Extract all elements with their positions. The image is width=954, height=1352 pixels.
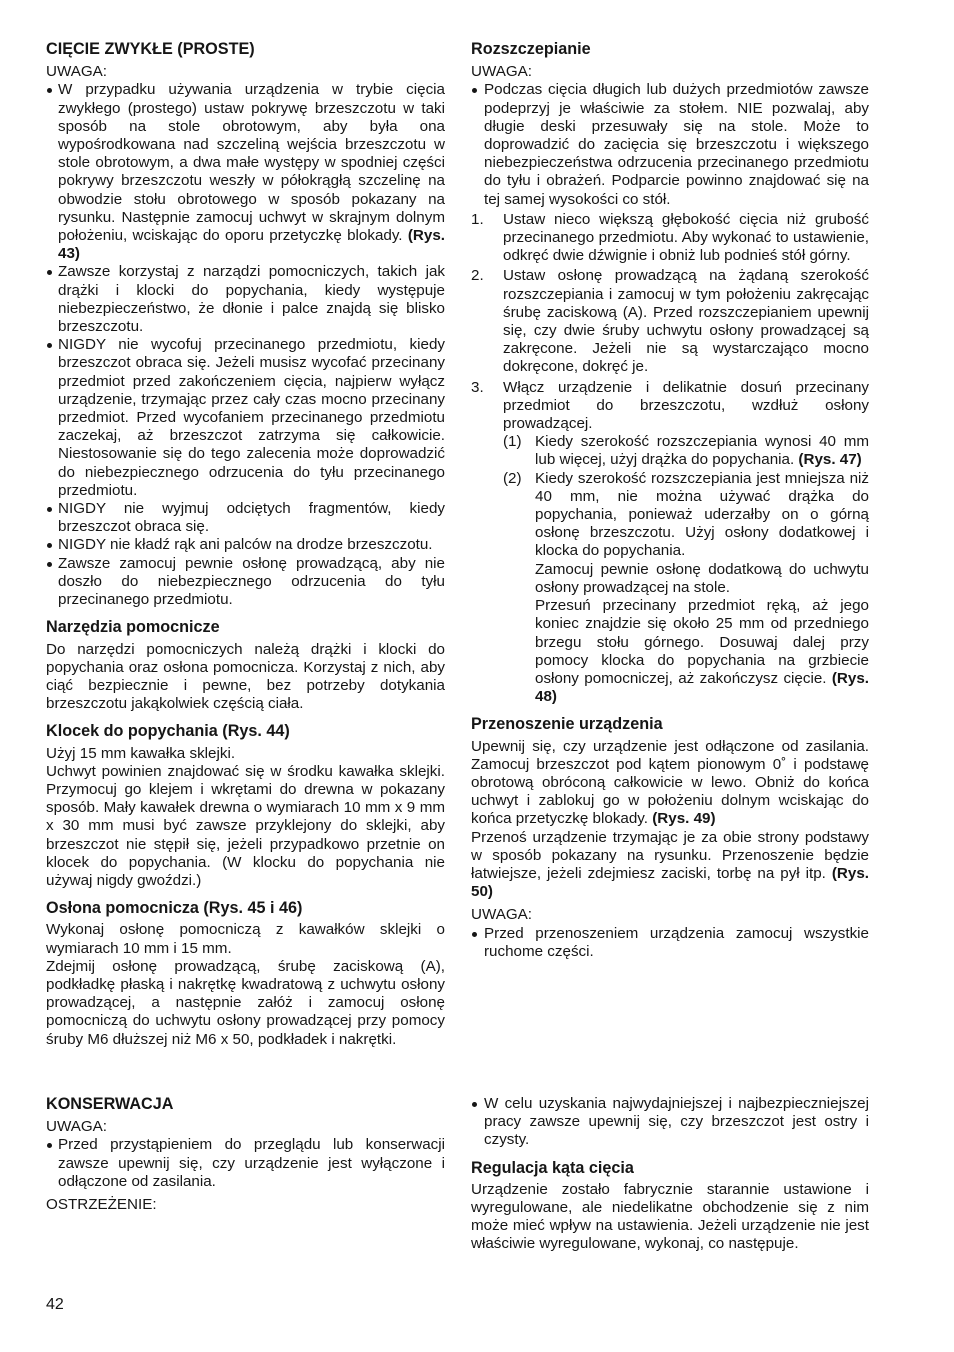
note-text: NIGDY nie kładź rąk ani palców na drodze brzeszczotu. bbox=[58, 536, 433, 554]
section-title-ripping: Rozszczepianie bbox=[471, 40, 591, 58]
bullet-icon bbox=[47, 507, 52, 512]
section-title-auxiliary-tools: Narzędzia pomocnicze bbox=[46, 618, 220, 637]
section-title-cut-angle: Regulacja kąta cięcia bbox=[471, 1158, 634, 1177]
step-number: 1. bbox=[471, 210, 484, 228]
step-text: Włącz urządzenie i delikatnie dosuń przecinany przedmiot do brzeszczotu, wzdłuż osłony prowadzącej. bbox=[503, 378, 869, 433]
bullet-icon bbox=[472, 932, 477, 937]
paragraph-text: Upewnij się, czy urządzenie jest odłączone od zasilania. Zamocuj brzeszczot pod kątem pionowym 0˚ i podstawę obrotową obróconą całkowicie w lewo. Obniż do końca uchwyt i zablokuj go w położeniu dolnym wciskając do końca przetyczkę blokady. bbox=[471, 737, 869, 828]
substep-item bbox=[503, 470, 869, 707]
warning-item bbox=[471, 1095, 869, 1150]
note-text: W przypadku używania urządzenia w trybie cięcia zwykłego (prostego) ustaw pokrywę brzeszczotu w taki sposób na stole obrotowym, aby była ona wypośrodkowana nad szczeliną wejścia brzeszczotu w stole obrotowym, a dwa małe występy w spodniej części pokrywy brzeszczotu weszły w półokrągłą szczelinę na obwodzie stołu obrotowego w sposób pokazany na rysunku. Następnie zamocuj uchwyt w skrajnym dolnym położeniu, wciskając do oporu przetyczkę blokady. bbox=[58, 81, 445, 245]
paragraph bbox=[471, 738, 869, 829]
substep-number: (2) bbox=[503, 469, 522, 487]
note-item bbox=[46, 81, 445, 263]
paragraph: Urządzenie zostało fabrycznie starannie ustawione i wyregulowane, ale niedelikatne obchodzenie się z nim może mieć wpływ na ustawienia. Jeżeli urządzenie nie jest właściwie wyregulowane, wykonaj, co następuje. bbox=[471, 1180, 869, 1253]
note-label: UWAGA: bbox=[46, 1118, 108, 1136]
bullet-icon bbox=[47, 88, 52, 93]
right-column-bottom bbox=[471, 1095, 869, 1254]
step-number: 3. bbox=[471, 378, 484, 396]
bullet-icon bbox=[472, 1102, 477, 1107]
figure-reference: (Rys. 48) bbox=[535, 669, 869, 706]
note-text: NIGDY nie wycofuj przecinanego przedmiotu, kiedy brzeszczot obraca się. Jeżeli musisz wycofać przecinany przedmiot przed zakończeniem cięcia, najpierw wyłącz urządzenie, trzymając przez cały czas mocno przecinany przedmiot. Przed wycofaniem przecinanego przedmiotu zaczekaj, aż brzeszczot zatrzyma się całkowicie. Niestosowanie się do tego zalecenia może doprowadzić do niebezpiecznego odrzucenia do tyłu przecinanego przedmiotu. bbox=[58, 336, 445, 499]
note-label: UWAGA: bbox=[471, 906, 533, 924]
step-text: Ustaw nieco większą głębokość cięcia niż grubość przecinanego przedmiotu. Aby wykonać to ustawienie, odkręć dwie dźwignie i obniż lub podnieś stół górny. bbox=[503, 210, 869, 265]
page-number: 42 bbox=[46, 1296, 64, 1313]
section-title-auxiliary-fence: Osłona pomocnicza (Rys. 45 i 46) bbox=[46, 899, 303, 918]
section-title-straight-cutting: CIĘCIE ZWYKŁE (PROSTE) bbox=[46, 40, 255, 58]
figure-reference: (Rys. 47) bbox=[798, 451, 862, 469]
figure-reference: (Rys. 50) bbox=[471, 864, 869, 901]
bullet-icon bbox=[47, 270, 52, 275]
bullet-icon bbox=[47, 562, 52, 567]
section-title-push-block: Klocek do popychania (Rys. 44) bbox=[46, 722, 290, 741]
paragraph: Wykonaj osłonę pomocniczą z kawałków sklejki o wymiarach 10 mm i 15 mm. bbox=[46, 921, 445, 957]
paragraph: Zdejmij osłonę prowadzącą, śrubę zaciskową (A), podkładkę płaską i nakrętkę kwadratową z uchwytu osłony prowadzącej, a następnie załóż i zamocuj osłonę pomocniczą do uchwytu osłony prowadzącej przy pomocy śruby M6 dłuższej niż M6 x 50, podkładek i nakrętki. bbox=[46, 957, 445, 1048]
note-list bbox=[46, 1136, 445, 1191]
note-item bbox=[46, 1136, 445, 1191]
paragraph: Do narzędzi pomocniczych należą drążki i klocki do popychania oraz osłona pomocnicza. Korzystaj z nich, aby ciąć bezpiecznie i pewne, bez potrzeby dotykania brzeszczotu jakąkolwiek częścią ciała. bbox=[46, 640, 445, 713]
note-text: Przed przenoszeniem urządzenia zamocuj wszystkie ruchome części. bbox=[484, 924, 869, 960]
step-item bbox=[471, 211, 869, 266]
left-column-top bbox=[46, 40, 445, 1049]
bullet-icon bbox=[47, 543, 52, 548]
note-list bbox=[471, 81, 869, 208]
substep-text bbox=[535, 597, 869, 706]
warning-list bbox=[471, 1095, 869, 1150]
bullet-icon bbox=[47, 1143, 52, 1148]
note-item bbox=[46, 336, 445, 500]
step-number: 2. bbox=[471, 267, 484, 285]
note-label: UWAGA: bbox=[471, 63, 533, 81]
paragraph: Użyj 15 mm kawałka sklejki. bbox=[46, 744, 236, 762]
note-item bbox=[46, 555, 445, 610]
note-text: NIGDY nie wyjmuj odciętych fragmentów, kiedy brzeszczot obraca się. bbox=[58, 500, 445, 536]
substep-text: Kiedy szerokość rozszczepiania wynosi 40 mm lub więcej, użyj drążka do popychania. bbox=[535, 433, 869, 469]
substep-number: (1) bbox=[503, 433, 522, 451]
warning-text: W celu uzyskania najwydajniejszej i najbezpieczniejszej pracy zawsze upewnij się, czy brzeszczot jest ostry i czysty. bbox=[484, 1095, 869, 1149]
note-item bbox=[46, 263, 445, 336]
note-item bbox=[471, 925, 869, 961]
note-item bbox=[46, 500, 445, 536]
step-text: Ustaw osłonę prowadzącą na żądaną szerokość rozszczepiania i zamocuj w tym położeniu zakręcając śrubę zaciskową (A). Przed rozszczepianiem upewnij się, czy dwie śruby uchwytu osłony prowadzącej są zakręcone. Jeżeli nie są wystarczająco mocno dokręcone, dokręć je. bbox=[503, 267, 869, 376]
note-text: Zawsze korzystaj z narządzi pomocniczych, takich jak drążki i klocki do popychania, kiedy występuje niebezpieczeństwo, że dłonie i palce znajdą się blisko brzeszczotu. bbox=[58, 263, 445, 336]
note-list bbox=[471, 925, 869, 961]
step-item bbox=[471, 267, 869, 376]
bullet-icon bbox=[47, 343, 52, 348]
note-item bbox=[46, 536, 445, 554]
figure-reference: (Rys. 43) bbox=[58, 227, 445, 263]
warning-label: OSTRZEŻENIE: bbox=[46, 1196, 157, 1214]
section-title-maintenance: KONSERWACJA bbox=[46, 1095, 174, 1113]
note-label: UWAGA: bbox=[46, 63, 108, 81]
paragraph: Uchwyt powinien znajdować się w środku kawałka sklejki. Przymocuj go klejem i wkrętami do drewna w pokazany sposób. Mały kawałek drewna o wymiarach 10 mm x 9 mm x 30 mm musi być zawsze przyklejony do sklejki, aby brzeszczot nie stępił się, jeżeli przypadkowo przetnie on klocek do popychania. (W klocku do popychania nie używaj nigdy gwoździ.) bbox=[46, 762, 445, 889]
note-text: Przed przystąpieniem do przeglądu lub konserwacji zawsze upewnij się, czy urządzenie jest wyłączone i odłączone od zasilania. bbox=[58, 1136, 445, 1190]
note-list bbox=[46, 81, 445, 609]
left-column-bottom bbox=[46, 1095, 445, 1214]
note-item bbox=[471, 81, 869, 208]
substep-text: Kiedy szerokość rozszczepiania jest mniejsza niż 40 mm, nie można używać drążka do popychania, ponieważ uderzałby on o górną osłonę brzeszczotu. Użyj osłony dodatkowej i klocka do popychania. bbox=[535, 469, 869, 560]
section-title-carrying: Przenoszenie urządzenia bbox=[471, 715, 663, 734]
figure-reference: (Rys. 49) bbox=[652, 810, 716, 828]
substep-text-body: Przesuń przecinany przedmiot ręką, aż jego koniec znajdzie się około 25 mm od przedniego brzegu stołu górnego. Dosuwaj dalej przy pomocy klocka do popychania na grzbiecie osłony pomocniczej, aż zakończysz cięcie. bbox=[535, 597, 869, 687]
substep-item bbox=[503, 433, 869, 469]
paragraph bbox=[471, 829, 869, 902]
substep-text: Zamocuj pewnie osłonę dodatkową do uchwytu osłony prowadzącej na stole. bbox=[535, 560, 869, 596]
step-item bbox=[471, 379, 869, 707]
note-text: Zawsze zamocuj pewnie osłonę prowadzącą, aby nie doszło do niebezpiecznego odrzucenia do tyłu przecinanego przedmiotu. bbox=[58, 554, 445, 609]
bullet-icon bbox=[472, 88, 477, 93]
paragraph-text: Przenoś urządzenie trzymając je za obie strony podstawy w sposób pokazany na rysunku. Przenoszenie będzie łatwiejsze, jeżeli zdejmiesz zaciski, torbę na pył itp. bbox=[471, 828, 869, 882]
note-text: Podczas cięcia długich lub dużych przedmiotów zawsze podeprzyj je właściwie za stołem. NIE pozwalaj, aby długie deski przesuwały się na stole. Może to doprowadzić do zacięcia się brzeszczotu i większego niebezpieczeństwa odrzucenia przecinanego przedmiotu do tyłu i obrażeń. Podparcie powinno znajdować się na tej samej wysokości co stół. bbox=[484, 81, 869, 208]
right-column-top bbox=[471, 40, 869, 961]
